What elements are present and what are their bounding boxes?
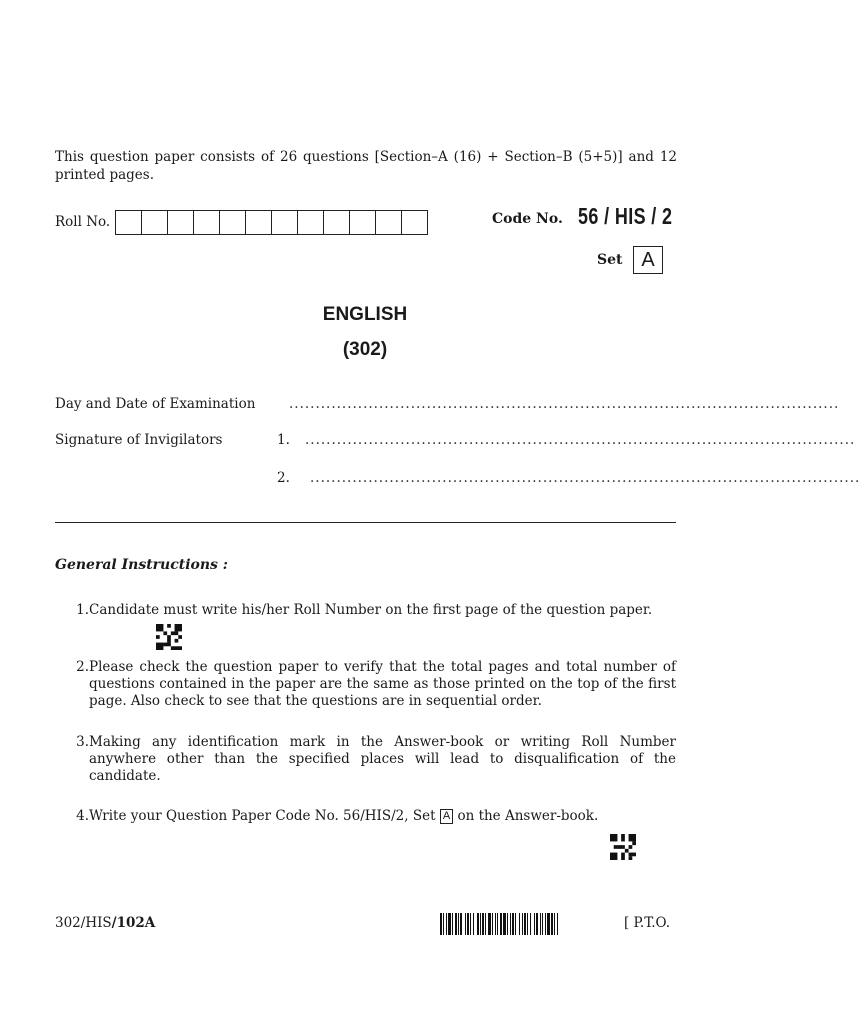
subject-code: (302)	[342, 339, 388, 360]
instruction-number: 1.	[76, 602, 89, 618]
signature-label: Signature of Invigilators	[55, 432, 223, 448]
footer-code-suffix: /102A	[111, 915, 156, 931]
instruction-number: 2.	[76, 659, 89, 675]
roll-number-box[interactable]	[141, 210, 168, 235]
footer-code-prefix: 302/HIS	[55, 915, 112, 931]
instruction-text: Write your Question Paper Code No. 56/HIS/2, Set	[89, 808, 436, 824]
instruction-text-after: on the Answer-book.	[457, 808, 599, 824]
pto-text: [ P.T.O.	[624, 915, 671, 931]
instruction-item	[55, 659, 676, 710]
instruction-item	[55, 808, 676, 825]
roll-number-box[interactable]	[167, 210, 194, 235]
divider-line	[55, 522, 676, 523]
general-instructions-title: General Instructions :	[55, 557, 228, 573]
roll-number-box[interactable]	[323, 210, 350, 235]
roll-number-box[interactable]	[271, 210, 298, 235]
roll-number-box[interactable]	[219, 210, 246, 235]
qr-code-icon	[156, 624, 182, 650]
footer-paper-code	[55, 915, 155, 931]
instruction-number: 4.	[76, 808, 89, 824]
code-label: Code No.	[492, 211, 563, 227]
barcode-icon	[440, 913, 612, 935]
code-value: 56 / HIS / 2	[578, 203, 673, 229]
roll-number-box[interactable]	[297, 210, 324, 235]
roll-number-box[interactable]	[401, 210, 428, 235]
instruction-text: Candidate must write his/her Roll Number on the first page of the question paper.	[89, 602, 653, 618]
roll-number-label: Roll No.	[55, 214, 111, 230]
set-label: Set	[597, 252, 623, 268]
roll-number-box[interactable]	[375, 210, 402, 235]
instruction-text: Making any identification mark in the Answer-book or writing Roll Number anywhere other than the specified places will lead to disqualification of the candidate.	[89, 734, 676, 784]
set-inline-box: A	[440, 809, 453, 824]
day-date-field[interactable]: ........................................................................................................	[289, 396, 840, 412]
instruction-item	[55, 734, 676, 785]
roll-number-box[interactable]	[245, 210, 272, 235]
subject-name: ENGLISH	[322, 304, 408, 325]
instruction-number: 3.	[76, 734, 89, 750]
set-box: A	[633, 246, 663, 274]
signature-1-field[interactable]: ........................................................................................................	[305, 432, 856, 448]
signature-1-number: 1.	[277, 432, 290, 448]
signature-2-number: 2.	[277, 470, 290, 486]
roll-number-box[interactable]	[349, 210, 376, 235]
roll-number-box[interactable]	[193, 210, 220, 235]
instruction-text: Please check the question paper to verify that the total pages and total number of questions contained in the paper are the same as those printed on the top of the first page. Also check to see that the questions are in sequential order.	[89, 659, 676, 709]
paper-intro: This question paper consists of 26 questions [Section–A (16) + Section–B (5+5)] and 12 printed pages.	[55, 149, 677, 183]
instruction-item	[55, 602, 676, 619]
signature-2-field[interactable]: ........................................................................................................	[310, 470, 860, 486]
day-date-label: Day and Date of Examination	[55, 396, 256, 412]
roll-number-box[interactable]	[115, 210, 142, 235]
roll-number-boxes[interactable]	[116, 210, 428, 235]
qr-code-icon	[610, 834, 636, 860]
